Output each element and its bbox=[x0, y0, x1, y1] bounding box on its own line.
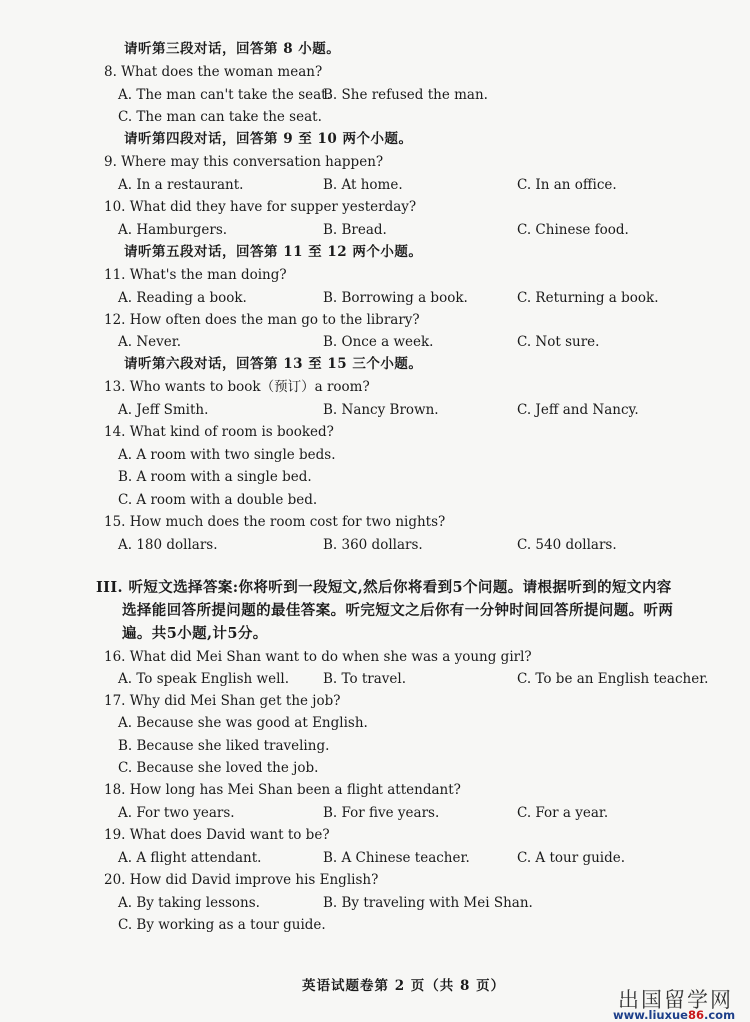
question-13: 13. Who wants to book（预订）a room? bbox=[104, 379, 370, 395]
question-20-option-c: C. By working as a tour guide. bbox=[118, 917, 326, 933]
question-9-option-b: B. At home. bbox=[323, 177, 403, 193]
question-10-option-b: B. Bread. bbox=[323, 222, 387, 238]
question-12-option-b: B. Once a week. bbox=[323, 334, 434, 350]
question-14: 14. What kind of room is booked? bbox=[104, 424, 334, 440]
question-15-option-c: C. 540 dollars. bbox=[517, 537, 617, 553]
watermark-site-name: 出国留学网 bbox=[618, 988, 733, 1012]
question-15: 15. How much does the room cost for two nights? bbox=[104, 514, 446, 530]
question-10-option-a: A. Hamburgers. bbox=[118, 222, 228, 238]
watermark-url-prefix: www.liuxue bbox=[613, 1008, 688, 1022]
question-11-option-b: B. Borrowing a book. bbox=[323, 290, 468, 306]
question-19-option-c: C. A tour guide. bbox=[517, 850, 626, 866]
question-20-option-a: A. By taking lessons. bbox=[118, 895, 260, 911]
question-8-option-c: C. The man can take the seat. bbox=[118, 109, 322, 125]
question-10-option-c: C. Chinese food. bbox=[517, 222, 629, 238]
question-13-option-b: B. Nancy Brown. bbox=[323, 402, 439, 418]
instruction-part6: 请听第六段对话，回答第 13 至 15 三个小题。 bbox=[124, 356, 423, 372]
question-19-option-a: A. A flight attendant. bbox=[118, 850, 262, 866]
question-14-option-a: A. A room with two single beds. bbox=[118, 447, 336, 463]
page-footer: 英语试题卷第 2 页（共 8 页） bbox=[302, 978, 506, 994]
question-19-option-b: B. A Chinese teacher. bbox=[323, 850, 470, 866]
question-8: 8. What does the woman mean? bbox=[104, 64, 323, 80]
question-16-option-b: B. To travel. bbox=[323, 671, 407, 687]
watermark-url bbox=[613, 1008, 735, 1022]
question-14-option-c: C. A room with a double bed. bbox=[118, 492, 318, 508]
instruction-part4: 请听第四段对话，回答第 9 至 10 两个小题。 bbox=[124, 131, 413, 147]
question-11: 11. What's the man doing? bbox=[104, 267, 287, 283]
section-3-heading: III. 听短文选择答案:你将听到一段短文,然后你将看到5个问题。请根据听到的短文内容 bbox=[96, 579, 672, 596]
question-18: 18. How long has Mei Shan been a flight attendant? bbox=[104, 782, 461, 798]
question-20: 20. How did David improve his English? bbox=[104, 872, 379, 888]
question-20-option-b: B. By traveling with Mei Shan. bbox=[323, 895, 533, 911]
question-17-option-b: B. Because she liked traveling. bbox=[118, 738, 330, 754]
question-9: 9. Where may this conversation happen? bbox=[104, 154, 384, 170]
question-16-option-c: C. To be an English teacher. bbox=[517, 671, 709, 687]
question-17: 17. Why did Mei Shan get the job? bbox=[104, 693, 341, 709]
section-3-line-3: 遍。共5小题,计5分。 bbox=[122, 625, 268, 642]
instruction-part3: 请听第三段对话，回答第 8 小题。 bbox=[124, 41, 341, 57]
question-19: 19. What does David want to be? bbox=[104, 827, 330, 843]
instruction-part5: 请听第五段对话，回答第 11 至 12 两个小题。 bbox=[124, 244, 423, 260]
question-8-option-a: A. The man can't take the seat. bbox=[118, 87, 331, 103]
question-15-option-b: B. 360 dollars. bbox=[323, 537, 423, 553]
question-11-option-c: C. Returning a book. bbox=[517, 290, 659, 306]
question-12: 12. How often does the man go to the library? bbox=[104, 312, 420, 328]
question-18-option-c: C. For a year. bbox=[517, 805, 609, 821]
section-3-line-2: 选择能回答所提问题的最佳答案。听完短文之后你有一分钟时间回答所提问题。听两 bbox=[122, 602, 674, 619]
question-12-option-a: A. Never. bbox=[118, 334, 182, 350]
question-10: 10. What did they have for supper yesterday? bbox=[104, 199, 417, 215]
question-11-option-a: A. Reading a book. bbox=[118, 290, 247, 306]
question-16: 16. What did Mei Shan want to do when she was a young girl? bbox=[104, 649, 532, 665]
question-13-option-c: C. Jeff and Nancy. bbox=[517, 402, 639, 418]
watermark-url-suffix: .com bbox=[704, 1008, 736, 1022]
question-12-option-c: C. Not sure. bbox=[517, 334, 600, 350]
question-9-option-a: A. In a restaurant. bbox=[118, 177, 244, 193]
question-8-option-b: B. She refused the man. bbox=[323, 87, 488, 103]
question-15-option-a: A. 180 dollars. bbox=[118, 537, 218, 553]
question-14-option-b: B. A room with a single bed. bbox=[118, 469, 312, 485]
question-18-option-a: A. For two years. bbox=[118, 805, 235, 821]
question-16-option-a: A. To speak English well. bbox=[118, 671, 289, 687]
question-17-option-a: A. Because she was good at English. bbox=[118, 715, 368, 731]
question-18-option-b: B. For five years. bbox=[323, 805, 440, 821]
watermark-url-number: 86 bbox=[687, 1008, 704, 1022]
question-13-option-a: A. Jeff Smith. bbox=[118, 402, 209, 418]
question-9-option-c: C. In an office. bbox=[517, 177, 617, 193]
question-17-option-c: C. Because she loved the job. bbox=[118, 760, 319, 776]
